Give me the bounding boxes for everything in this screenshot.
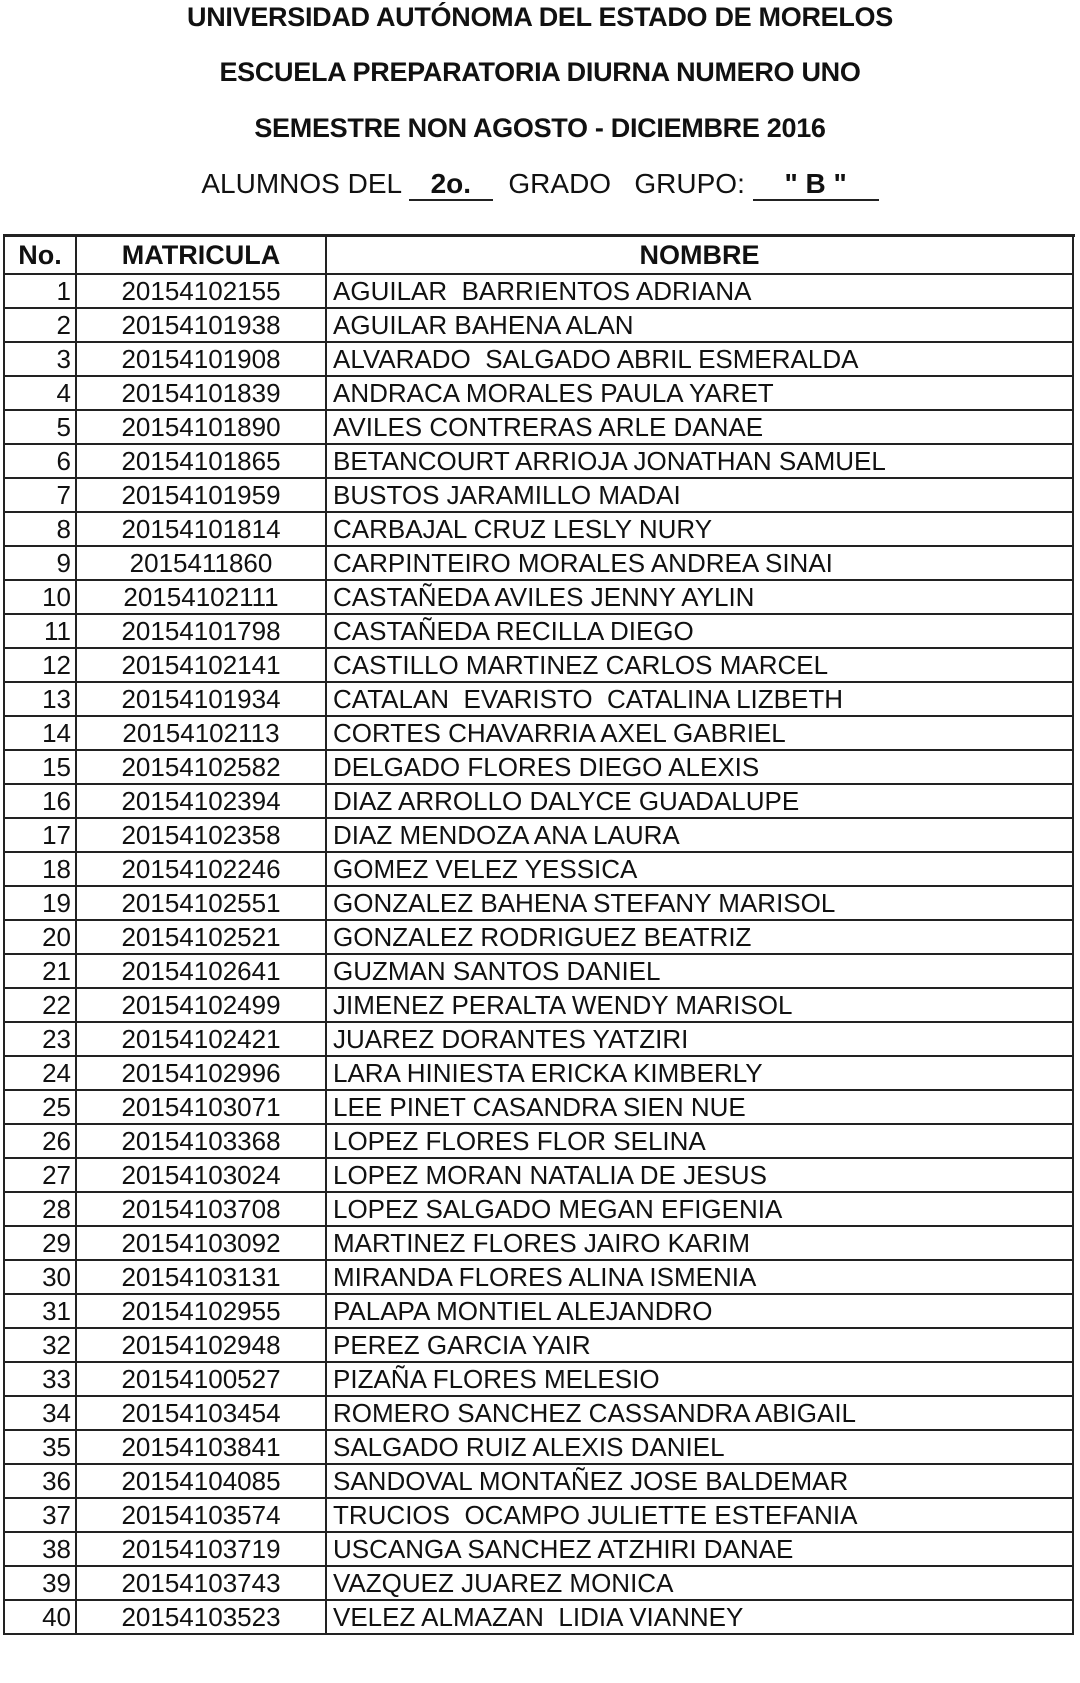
row-number-cell: 23 <box>4 1022 76 1056</box>
table-row <box>4 614 1073 648</box>
table-row <box>4 1566 1073 1600</box>
row-number-cell: 39 <box>4 1566 76 1600</box>
table-row <box>4 376 1073 410</box>
table-row <box>4 886 1073 920</box>
nombre-cell: ALVARADO SALGADO ABRIL ESMERALDA <box>326 342 1073 376</box>
nombre-cell: TRUCIOS OCAMPO JULIETTE ESTEFANIA <box>326 1498 1073 1532</box>
row-number-cell: 5 <box>4 410 76 444</box>
semester-title: SEMESTRE NON AGOSTO - DICIEMBRE 2016 <box>254 113 826 143</box>
table-row <box>4 308 1073 342</box>
table-row <box>4 1022 1073 1056</box>
row-number-cell: 1 <box>4 274 76 308</box>
row-number-cell: 13 <box>4 682 76 716</box>
nombre-cell: VAZQUEZ JUAREZ MONICA <box>326 1566 1073 1600</box>
row-number-cell: 38 <box>4 1532 76 1566</box>
matricula-cell: 20154103743 <box>76 1566 326 1600</box>
matricula-cell: 2015411860 <box>76 546 326 580</box>
row-number-cell: 8 <box>4 512 76 546</box>
row-number-cell: 37 <box>4 1498 76 1532</box>
row-number-cell: 27 <box>4 1158 76 1192</box>
matricula-cell: 20154102394 <box>76 784 326 818</box>
table-row <box>4 682 1073 716</box>
matricula-cell: 20154103841 <box>76 1430 326 1464</box>
nombre-cell: PIZAÑA FLORES MELESIO <box>326 1362 1073 1396</box>
matricula-cell: 20154101938 <box>76 308 326 342</box>
nombre-cell: PEREZ GARCIA YAIR <box>326 1328 1073 1362</box>
nombre-cell: PALAPA MONTIEL ALEJANDRO <box>326 1294 1073 1328</box>
nombre-cell: CARPINTEIRO MORALES ANDREA SINAI <box>326 546 1073 580</box>
table-row <box>4 818 1073 852</box>
nombre-cell: CASTAÑEDA RECILLA DIEGO <box>326 614 1073 648</box>
row-number-cell: 22 <box>4 988 76 1022</box>
row-number-cell: 6 <box>4 444 76 478</box>
nombre-cell: AGUILAR BAHENA ALAN <box>326 308 1073 342</box>
nombre-cell: ANDRACA MORALES PAULA YARET <box>326 376 1073 410</box>
row-number-cell: 16 <box>4 784 76 818</box>
row-number-cell: 21 <box>4 954 76 988</box>
nombre-cell: CASTAÑEDA AVILES JENNY AYLIN <box>326 580 1073 614</box>
table-header-row <box>4 236 1073 274</box>
table-row <box>4 1464 1073 1498</box>
nombre-cell: CATALAN EVARISTO CATALINA LIZBETH <box>326 682 1073 716</box>
row-number-cell: 29 <box>4 1226 76 1260</box>
nombre-cell: AVILES CONTRERAS ARLE DANAE <box>326 410 1073 444</box>
row-number-cell: 11 <box>4 614 76 648</box>
row-number-cell: 4 <box>4 376 76 410</box>
matricula-cell: 20154103071 <box>76 1090 326 1124</box>
table-row <box>4 580 1073 614</box>
matricula-cell: 20154102996 <box>76 1056 326 1090</box>
row-number-cell: 12 <box>4 648 76 682</box>
table-row <box>4 1328 1073 1362</box>
column-header-nombre: NOMBRE <box>326 236 1073 274</box>
row-number-cell: 3 <box>4 342 76 376</box>
nombre-cell: LEE PINET CASANDRA SIEN NUE <box>326 1090 1073 1124</box>
table-row <box>4 1498 1073 1532</box>
grade-value: 2o. <box>409 169 493 201</box>
matricula-cell: 20154101959 <box>76 478 326 512</box>
group-info-line <box>0 168 1080 201</box>
matricula-cell: 20154103368 <box>76 1124 326 1158</box>
table-row <box>4 342 1073 376</box>
nombre-cell: BETANCOURT ARRIOJA JONATHAN SAMUEL <box>326 444 1073 478</box>
table-row <box>4 1056 1073 1090</box>
school-title: ESCUELA PREPARATORIA DIURNA NUMERO UNO <box>219 57 861 87</box>
matricula-cell: 20154102499 <box>76 988 326 1022</box>
matricula-cell: 20154102141 <box>76 648 326 682</box>
table-row <box>4 1362 1073 1396</box>
table-row <box>4 546 1073 580</box>
nombre-cell: ROMERO SANCHEZ CASSANDRA ABIGAIL <box>326 1396 1073 1430</box>
table-row <box>4 1600 1073 1634</box>
row-number-cell: 19 <box>4 886 76 920</box>
table-row <box>4 1090 1073 1124</box>
matricula-cell: 20154102113 <box>76 716 326 750</box>
table-row <box>4 954 1073 988</box>
row-number-cell: 14 <box>4 716 76 750</box>
nombre-cell: DIAZ ARROLLO DALYCE GUADALUPE <box>326 784 1073 818</box>
row-number-cell: 40 <box>4 1600 76 1634</box>
table-row <box>4 1192 1073 1226</box>
row-number-cell: 26 <box>4 1124 76 1158</box>
column-header-matricula: MATRICULA <box>76 236 326 274</box>
table-row <box>4 1430 1073 1464</box>
row-number-cell: 17 <box>4 818 76 852</box>
matricula-cell: 20154102521 <box>76 920 326 954</box>
student-roster-table <box>3 235 1074 1635</box>
matricula-cell: 20154102358 <box>76 818 326 852</box>
row-number-cell: 36 <box>4 1464 76 1498</box>
matricula-cell: 20154100527 <box>76 1362 326 1396</box>
university-title: UNIVERSIDAD AUTÓNOMA DEL ESTADO DE MORELOS <box>187 2 893 32</box>
matricula-cell: 20154101890 <box>76 410 326 444</box>
table-row <box>4 512 1073 546</box>
matricula-cell: 20154102421 <box>76 1022 326 1056</box>
nombre-cell: LARA HINIESTA ERICKA KIMBERLY <box>326 1056 1073 1090</box>
table-row <box>4 444 1073 478</box>
row-number-cell: 33 <box>4 1362 76 1396</box>
matricula-cell: 20154103024 <box>76 1158 326 1192</box>
table-row <box>4 1226 1073 1260</box>
matricula-cell: 20154103719 <box>76 1532 326 1566</box>
row-number-cell: 31 <box>4 1294 76 1328</box>
row-number-cell: 35 <box>4 1430 76 1464</box>
table-row <box>4 1260 1073 1294</box>
nombre-cell: SANDOVAL MONTAÑEZ JOSE BALDEMAR <box>326 1464 1073 1498</box>
nombre-cell: BUSTOS JARAMILLO MADAI <box>326 478 1073 512</box>
matricula-cell: 20154102955 <box>76 1294 326 1328</box>
row-number-cell: 7 <box>4 478 76 512</box>
table-row <box>4 852 1073 886</box>
row-number-cell: 20 <box>4 920 76 954</box>
row-number-cell: 18 <box>4 852 76 886</box>
row-number-cell: 2 <box>4 308 76 342</box>
matricula-cell: 20154103131 <box>76 1260 326 1294</box>
matricula-cell: 20154101814 <box>76 512 326 546</box>
table-row <box>4 478 1073 512</box>
nombre-cell: JUAREZ DORANTES YATZIRI <box>326 1022 1073 1056</box>
matricula-cell: 20154102155 <box>76 274 326 308</box>
row-number-cell: 30 <box>4 1260 76 1294</box>
matricula-cell: 20154103523 <box>76 1600 326 1634</box>
nombre-cell: LOPEZ MORAN NATALIA DE JESUS <box>326 1158 1073 1192</box>
matricula-cell: 20154102111 <box>76 580 326 614</box>
matricula-cell: 20154101908 <box>76 342 326 376</box>
row-number-cell: 9 <box>4 546 76 580</box>
nombre-cell: DIAZ MENDOZA ANA LAURA <box>326 818 1073 852</box>
nombre-cell: MIRANDA FLORES ALINA ISMENIA <box>326 1260 1073 1294</box>
row-number-cell: 32 <box>4 1328 76 1362</box>
column-header-no: No. <box>4 236 76 274</box>
row-number-cell: 34 <box>4 1396 76 1430</box>
table-row <box>4 988 1073 1022</box>
row-number-cell: 15 <box>4 750 76 784</box>
table-row <box>4 274 1073 308</box>
row-number-cell: 10 <box>4 580 76 614</box>
matricula-cell: 20154103454 <box>76 1396 326 1430</box>
matricula-cell: 20154102551 <box>76 886 326 920</box>
table-row <box>4 750 1073 784</box>
nombre-cell: CARBAJAL CRUZ LESLY NURY <box>326 512 1073 546</box>
students-label: ALUMNOS DEL <box>201 168 409 199</box>
table-row <box>4 1532 1073 1566</box>
row-number-cell: 24 <box>4 1056 76 1090</box>
grade-group-label: GRADO GRUPO: <box>492 168 753 199</box>
nombre-cell: GONZALEZ BAHENA STEFANY MARISOL <box>326 886 1073 920</box>
table-row <box>4 410 1073 444</box>
nombre-cell: JIMENEZ PERALTA WENDY MARISOL <box>326 988 1073 1022</box>
matricula-cell: 20154103574 <box>76 1498 326 1532</box>
nombre-cell: USCANGA SANCHEZ ATZHIRI DANAE <box>326 1532 1073 1566</box>
nombre-cell: VELEZ ALMAZAN LIDIA VIANNEY <box>326 1600 1073 1634</box>
matricula-cell: 20154101865 <box>76 444 326 478</box>
table-row <box>4 648 1073 682</box>
matricula-cell: 20154101839 <box>76 376 326 410</box>
nombre-cell: LOPEZ SALGADO MEGAN EFIGENIA <box>326 1192 1073 1226</box>
matricula-cell: 20154104085 <box>76 1464 326 1498</box>
matricula-cell: 20154102948 <box>76 1328 326 1362</box>
nombre-cell: CORTES CHAVARRIA AXEL GABRIEL <box>326 716 1073 750</box>
table-row <box>4 716 1073 750</box>
matricula-cell: 20154102582 <box>76 750 326 784</box>
table-row <box>4 1396 1073 1430</box>
nombre-cell: GONZALEZ RODRIGUEZ BEATRIZ <box>326 920 1073 954</box>
group-value: " B " <box>753 169 879 201</box>
nombre-cell: SALGADO RUIZ ALEXIS DANIEL <box>326 1430 1073 1464</box>
nombre-cell: MARTINEZ FLORES JAIRO KARIM <box>326 1226 1073 1260</box>
matricula-cell: 20154101798 <box>76 614 326 648</box>
nombre-cell: CASTILLO MARTINEZ CARLOS MARCEL <box>326 648 1073 682</box>
matricula-cell: 20154102246 <box>76 852 326 886</box>
nombre-cell: AGUILAR BARRIENTOS ADRIANA <box>326 274 1073 308</box>
matricula-cell: 20154102641 <box>76 954 326 988</box>
table-row <box>4 1124 1073 1158</box>
table-row <box>4 1158 1073 1192</box>
table-row <box>4 1294 1073 1328</box>
nombre-cell: LOPEZ FLORES FLOR SELINA <box>326 1124 1073 1158</box>
nombre-cell: GUZMAN SANTOS DANIEL <box>326 954 1073 988</box>
matricula-cell: 20154101934 <box>76 682 326 716</box>
table-row <box>4 920 1073 954</box>
matricula-cell: 20154103092 <box>76 1226 326 1260</box>
matricula-cell: 20154103708 <box>76 1192 326 1226</box>
nombre-cell: GOMEZ VELEZ YESSICA <box>326 852 1073 886</box>
table-row <box>4 784 1073 818</box>
row-number-cell: 28 <box>4 1192 76 1226</box>
nombre-cell: DELGADO FLORES DIEGO ALEXIS <box>326 750 1073 784</box>
row-number-cell: 25 <box>4 1090 76 1124</box>
